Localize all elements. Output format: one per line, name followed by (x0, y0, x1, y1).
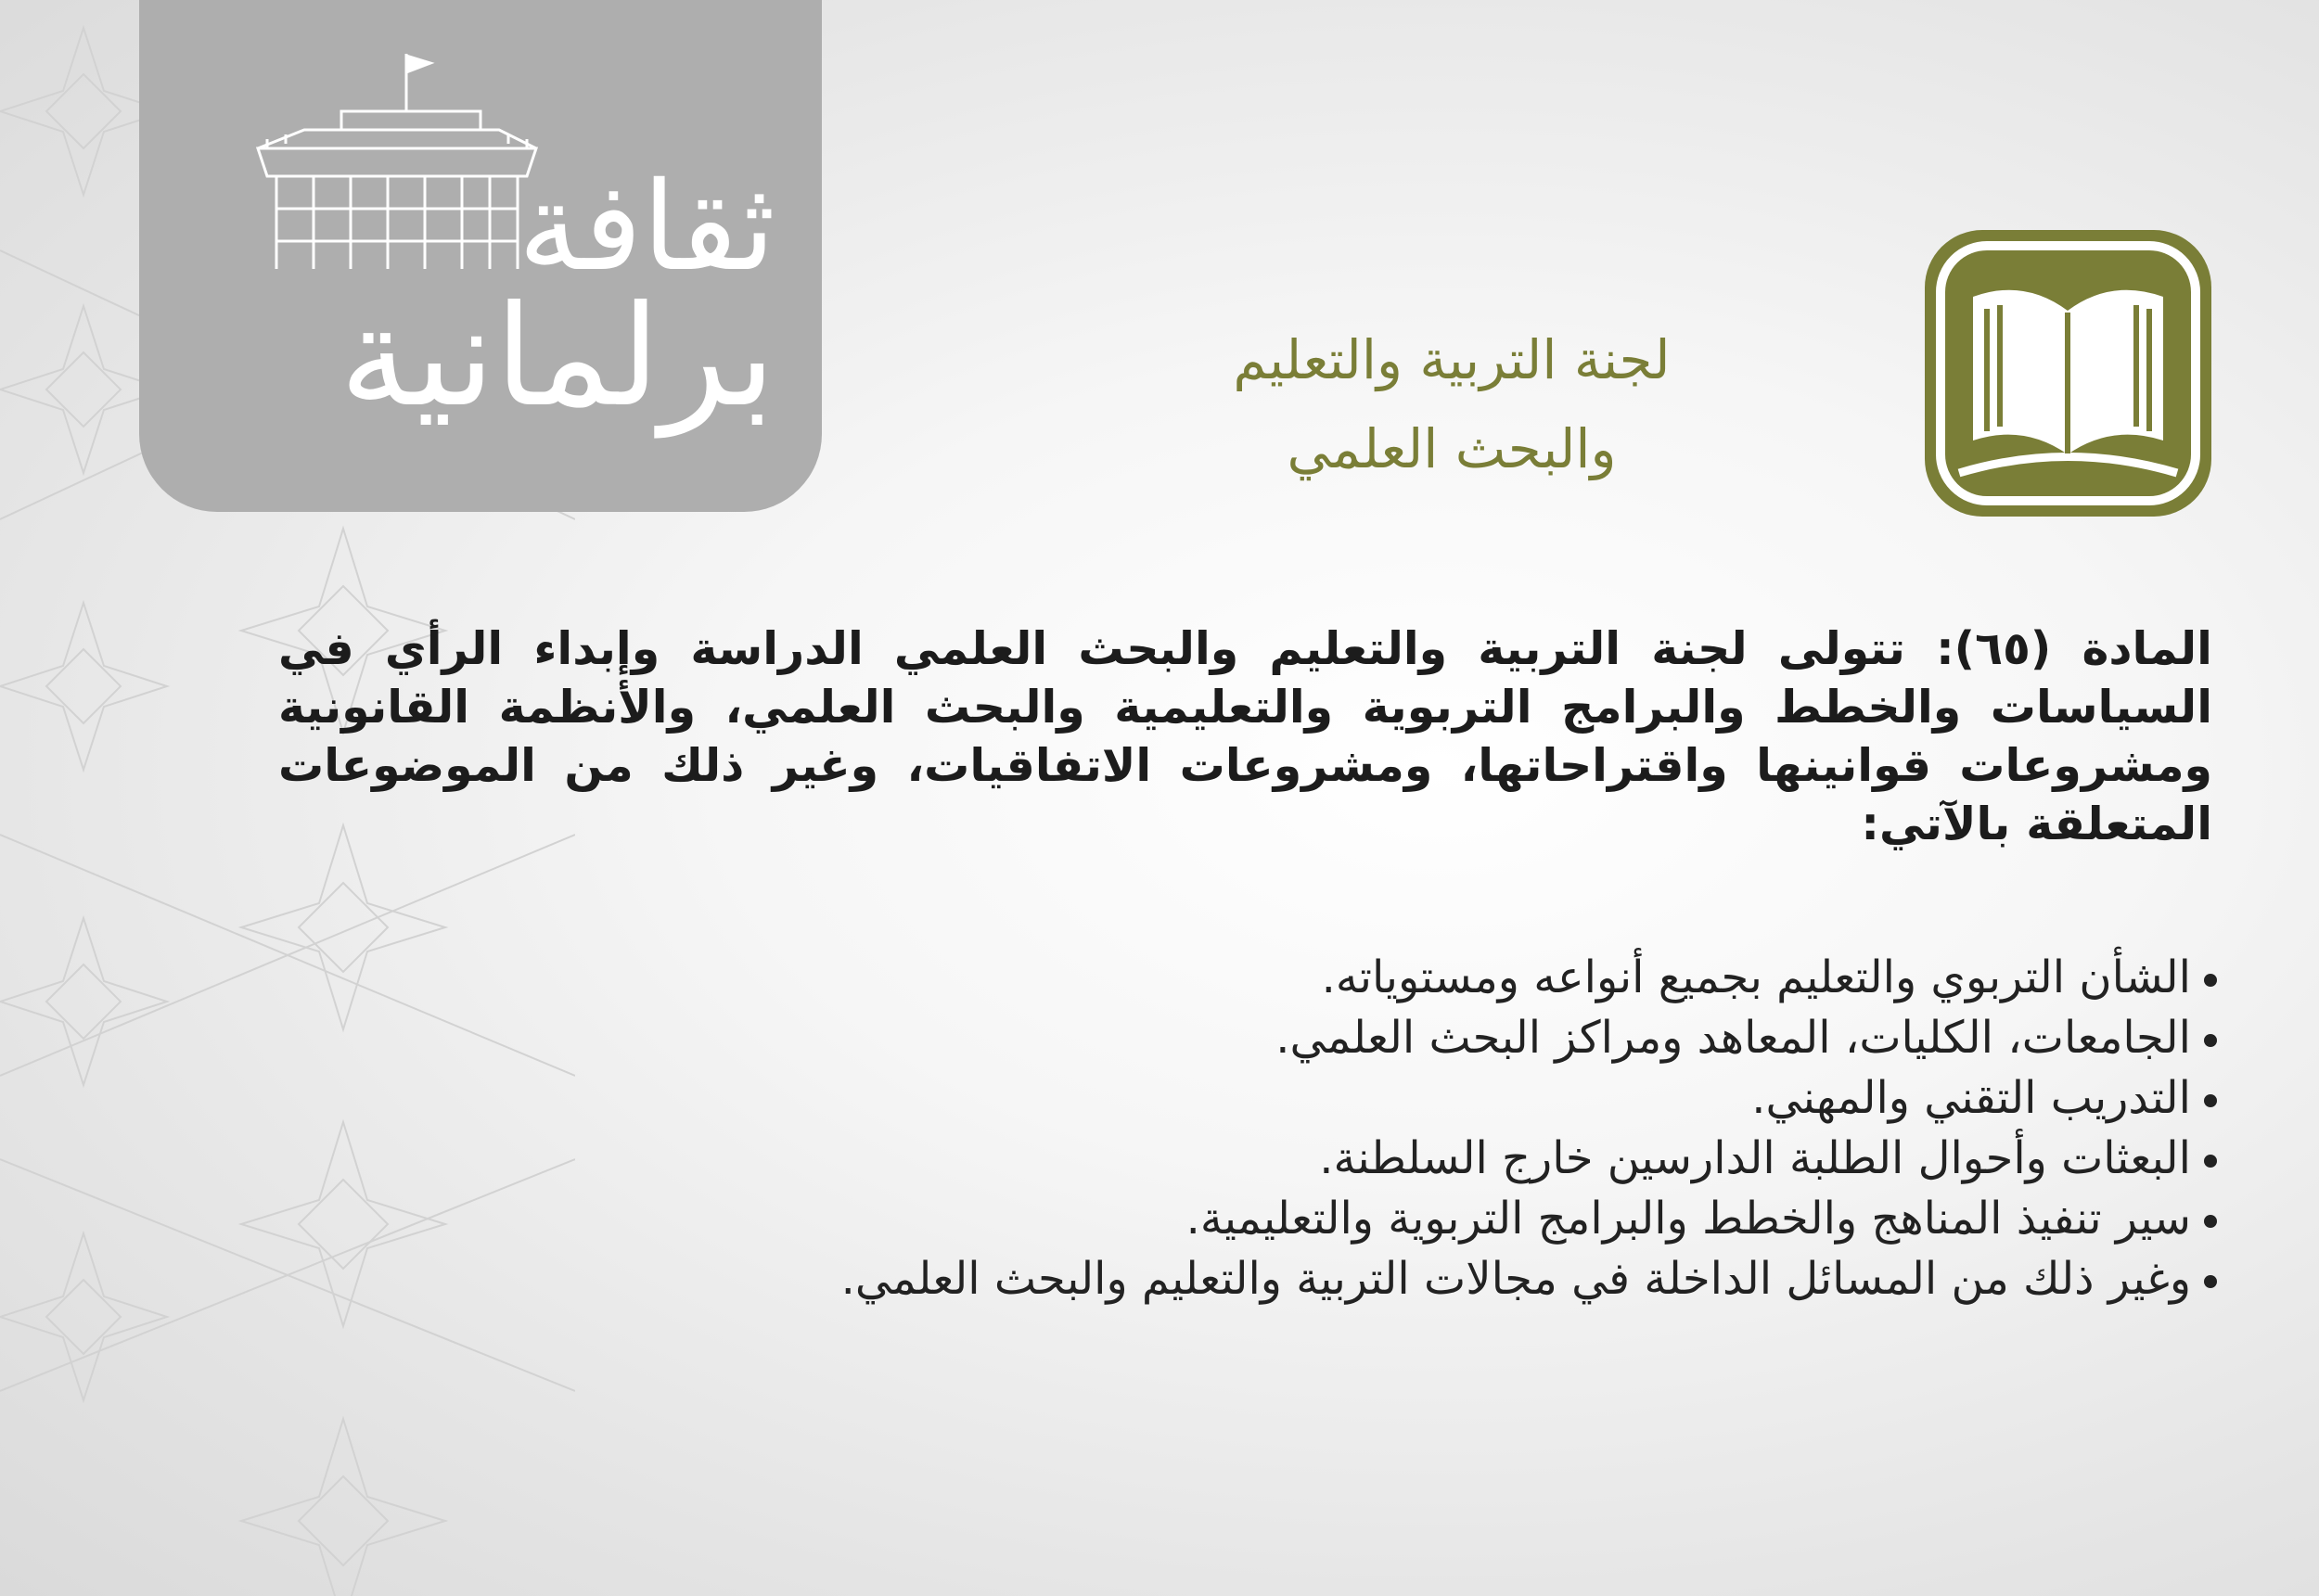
list-item-text: البعثات وأحوال الطلبة الدارسين خارج السلطنة. (1319, 1132, 2191, 1184)
bullet-icon (2204, 1094, 2217, 1107)
committee-title-line1: لجنة التربية والتعليم (1233, 328, 1671, 391)
list-item (841, 951, 2217, 1003)
bullet-icon (2204, 1034, 2217, 1047)
article-paragraph: المادة (٦٥): تتولى لجنة التربية والتعليم والبحث العلمي الدراسة وإبداء الرأي في السياسات والخطط والبرامج التربوية والتعليمية والبحث العلمي، والأنظمة القانونية ومشروعات قوانينها واقتراحاتها، ومشروعات الاتفاقيات، وغير ذلك من الموضوعات المتعلقة بالآتي: (278, 622, 2212, 850)
list-item (841, 1193, 2217, 1245)
logo-text-line1: ثقافة (518, 156, 775, 299)
logo-panel (139, 0, 822, 512)
list-item (841, 1132, 2217, 1184)
bullet-icon (2204, 1215, 2217, 1228)
bullet-icon (2204, 1275, 2217, 1288)
list-item (841, 1253, 2217, 1305)
list-item-text: التدريب التقني والمهني. (1751, 1072, 2191, 1124)
topics-list (841, 951, 2217, 1313)
list-item (841, 1012, 2217, 1064)
bullet-icon (2204, 974, 2217, 987)
list-item-text: الجامعات، الكليات، المعاهد ومراكز البحث العلمي. (1275, 1012, 2191, 1064)
logo-text-line2: برلمانية (339, 276, 775, 438)
open-book-icon (1922, 227, 2214, 519)
list-item-text: سير تنفيذ المناهج والخطط والبرامج التربوية والتعليمية. (1185, 1193, 2191, 1245)
list-item (841, 1072, 2217, 1124)
bullet-icon (2204, 1155, 2217, 1168)
committee-title-line2: والبحث العلمي (1287, 417, 1617, 480)
committee-title (1095, 315, 1809, 493)
list-item-text: الشأن التربوي والتعليم بجميع أنواعه ومستوياته. (1321, 951, 2191, 1003)
list-item-text: وغير ذلك من المسائل الداخلة في مجالات التربية والتعليم والبحث العلمي. (840, 1253, 2191, 1305)
